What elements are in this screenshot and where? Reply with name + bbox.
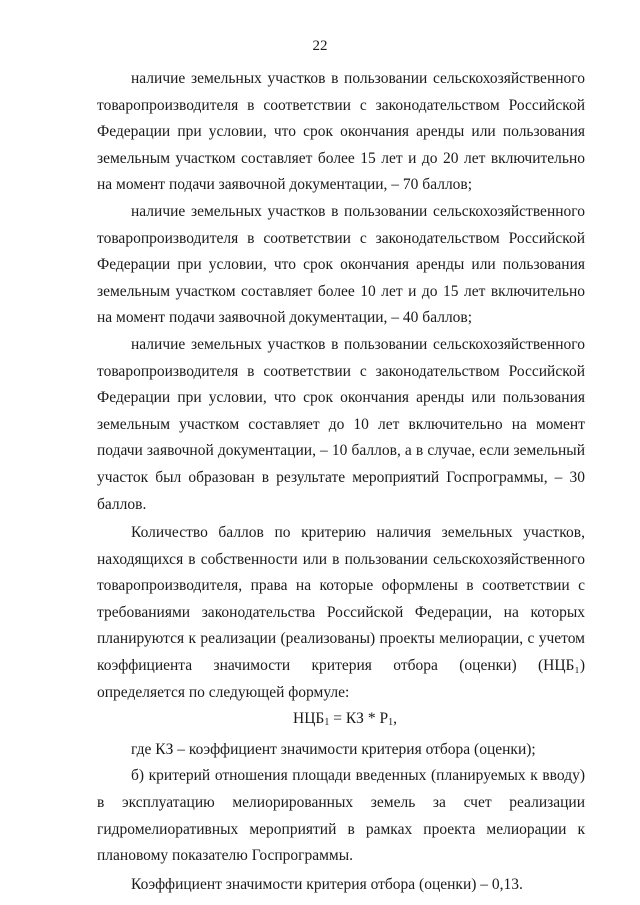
formula [97,706,585,737]
paragraph-coefficient: Коэффициент значимости критерия отбора (оценки) – 0,13. [131,875,523,893]
formula-rhs-subscript: 1 [388,717,394,729]
page-number: 22 [312,38,328,54]
formula-lhs-subscript: 1 [324,717,330,729]
document-body [97,66,585,898]
paragraph-lease-10-15: наличие земельных участков в пользовании сельскохозяйственного товаропроизводителя в соответствии с законодательством Российской Федерации при условии, что срок окончания аренды или пользования земельным участком составляет более 10 лет и до 15 лет включительно на момент подачи заявочной документации, – 40 баллов; [97,202,585,327]
paragraph-criterion-b: б) критерий отношения площади введенных (планируемых к вводу) в эксплуатацию мелиорированных земель за счет реализации гидромелиоративных мероприятий в рамках проекта мелиорации к плановому показателю Госпрограммы. [97,767,585,865]
paragraph-points-quantity: Количество баллов по критерию наличия земельных участков, находящихся в собственности или в пользовании сельскохозяйственного товаропроизводителя, права на которые оформлены в соответствии с требованиями законодательства Российской Федерации, на которых планируются к реализации (реализованы) проекты мелиорации, с учетом коэффициента значимости критерия отбора (оценки) (НЦБ₁) определяется по следующей формуле: [97,524,585,701]
formula-lhs: НЦБ [293,710,325,728]
formula-end: , [393,710,397,728]
paragraph-kz-definition: где КЗ – коэффициент значимости критерия отбора (оценки); [131,740,536,758]
paragraph-lease-under-10: наличие земельных участков в пользовании сельскохозяйственного товаропроизводителя в соответствии с законодательством Российской Федерации при условии, что срок окончания аренды или пользования земельным участком составляет до 10 лет включительно на момент подачи заявочной документации, – 10 баллов, а в случае, если земельный участок был образован в результате мероприятий Госпрограммы, – 30 баллов. [97,335,585,513]
paragraph-lease-15-20: наличие земельных участков в пользовании сельскохозяйственного товаропроизводителя в соответствии с законодательством Российской Федерации при условии, что срок окончания аренды или пользования земельным участком составляет более 15 лет и до 20 лет включительно на момент подачи заявочной документации, – 70 баллов; [97,70,585,194]
formula-middle: = КЗ * Р [329,710,389,728]
